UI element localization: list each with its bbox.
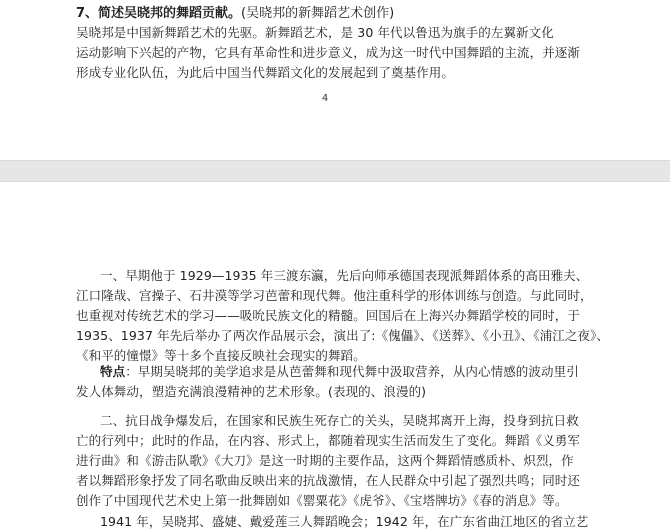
- section-one-paragraph: [76, 266, 610, 366]
- section-two-paragraph: [76, 411, 586, 511]
- paragraph-line: 创作了中国现代艺术史上第一批舞剧如《罂粟花》《虎爷》、《宝塔牌坊》《春的消息》等。: [76, 493, 568, 508]
- page-number: 4: [321, 93, 329, 104]
- features-paragraph: [76, 362, 586, 402]
- paragraph-line: 发人体舞动，塑造充满浪漫精神的艺术形象。(表现的、浪漫的): [76, 384, 427, 399]
- paragraph-line: 1941 年，吴晓邦、盛婕、戴爱莲三人舞蹈晚会；1942 年，在广东省曲江地区的省立艺: [100, 514, 589, 529]
- paragraph-line: 一、早期他于 1929—1935 年三渡东瀛，先后向师承德国表现派舞蹈体系的高田雅夫、: [100, 268, 589, 283]
- page-break-separator: [0, 160, 670, 182]
- paragraph-line: 江口隆哉、宫操子、石井漠等学习芭蕾和现代舞。他注重科学的形体训练与创造。与此同时，: [76, 288, 593, 303]
- paragraph-line: 形成专业化队伍，为此后中国当代舞蹈文化的发展起到了奠基作用。: [76, 65, 455, 80]
- section-three-paragraph: [76, 512, 589, 532]
- heading-main: 7、简述吴晓邦的舞蹈贡献。: [76, 6, 242, 21]
- question-heading: [76, 4, 616, 24]
- intro-paragraph: [76, 23, 586, 83]
- paragraph-line: 运动影响下兴起的产物，它具有革命性和进步意义，成为这一时代中国舞蹈的主流，并逐渐: [76, 45, 581, 60]
- paragraph-line: 亡的行列中；此时的作品，在内容、形式上，都随着现实生活而发生了变化。舞蹈《义勇军: [76, 433, 581, 448]
- heading-parenthetical: (吴晓邦的新舞蹈艺术创作): [241, 6, 395, 21]
- paragraph-line: 也重视对传统艺术的学习——吸吮民族文化的精髓。回国后在上海兴办舞蹈学校的同时，于: [76, 308, 581, 323]
- paragraph-line: 1935、1937 年先后举办了两次作品展示会，演出了:《傀儡》、《送葬》、《小丑》、《浦江之夜》、: [76, 328, 610, 343]
- paragraph-line: 者以舞蹈形象抒发了同名歌曲反映出来的抗战激情，在人民群众中引起了强烈共鸣；同时还: [76, 473, 581, 488]
- paragraph-line: ：早期吴晓邦的美学追求是从芭蕾舞和现代舞中汲取营养，从内心情感的波动里引: [125, 364, 579, 379]
- features-label: 特点: [100, 364, 126, 379]
- paragraph-line: 《和平的憧憬》等十多个直接反映社会现实的舞蹈。: [76, 348, 366, 363]
- paragraph-line: 二、抗日战争爆发后，在国家和民族生死存亡的关头，吴晓邦离开上海，投身到抗日救: [100, 413, 579, 428]
- paragraph-line: 吴晓邦是中国新舞蹈艺术的先驱。新舞蹈艺术，是 30 年代以鲁迅为旗手的左翼新文化: [76, 25, 554, 40]
- paragraph-line: 进行曲》和《游击队歌》《大刀》是这一时期的主要作品，这两个舞蹈情感质朴、炽烈，作: [76, 453, 574, 468]
